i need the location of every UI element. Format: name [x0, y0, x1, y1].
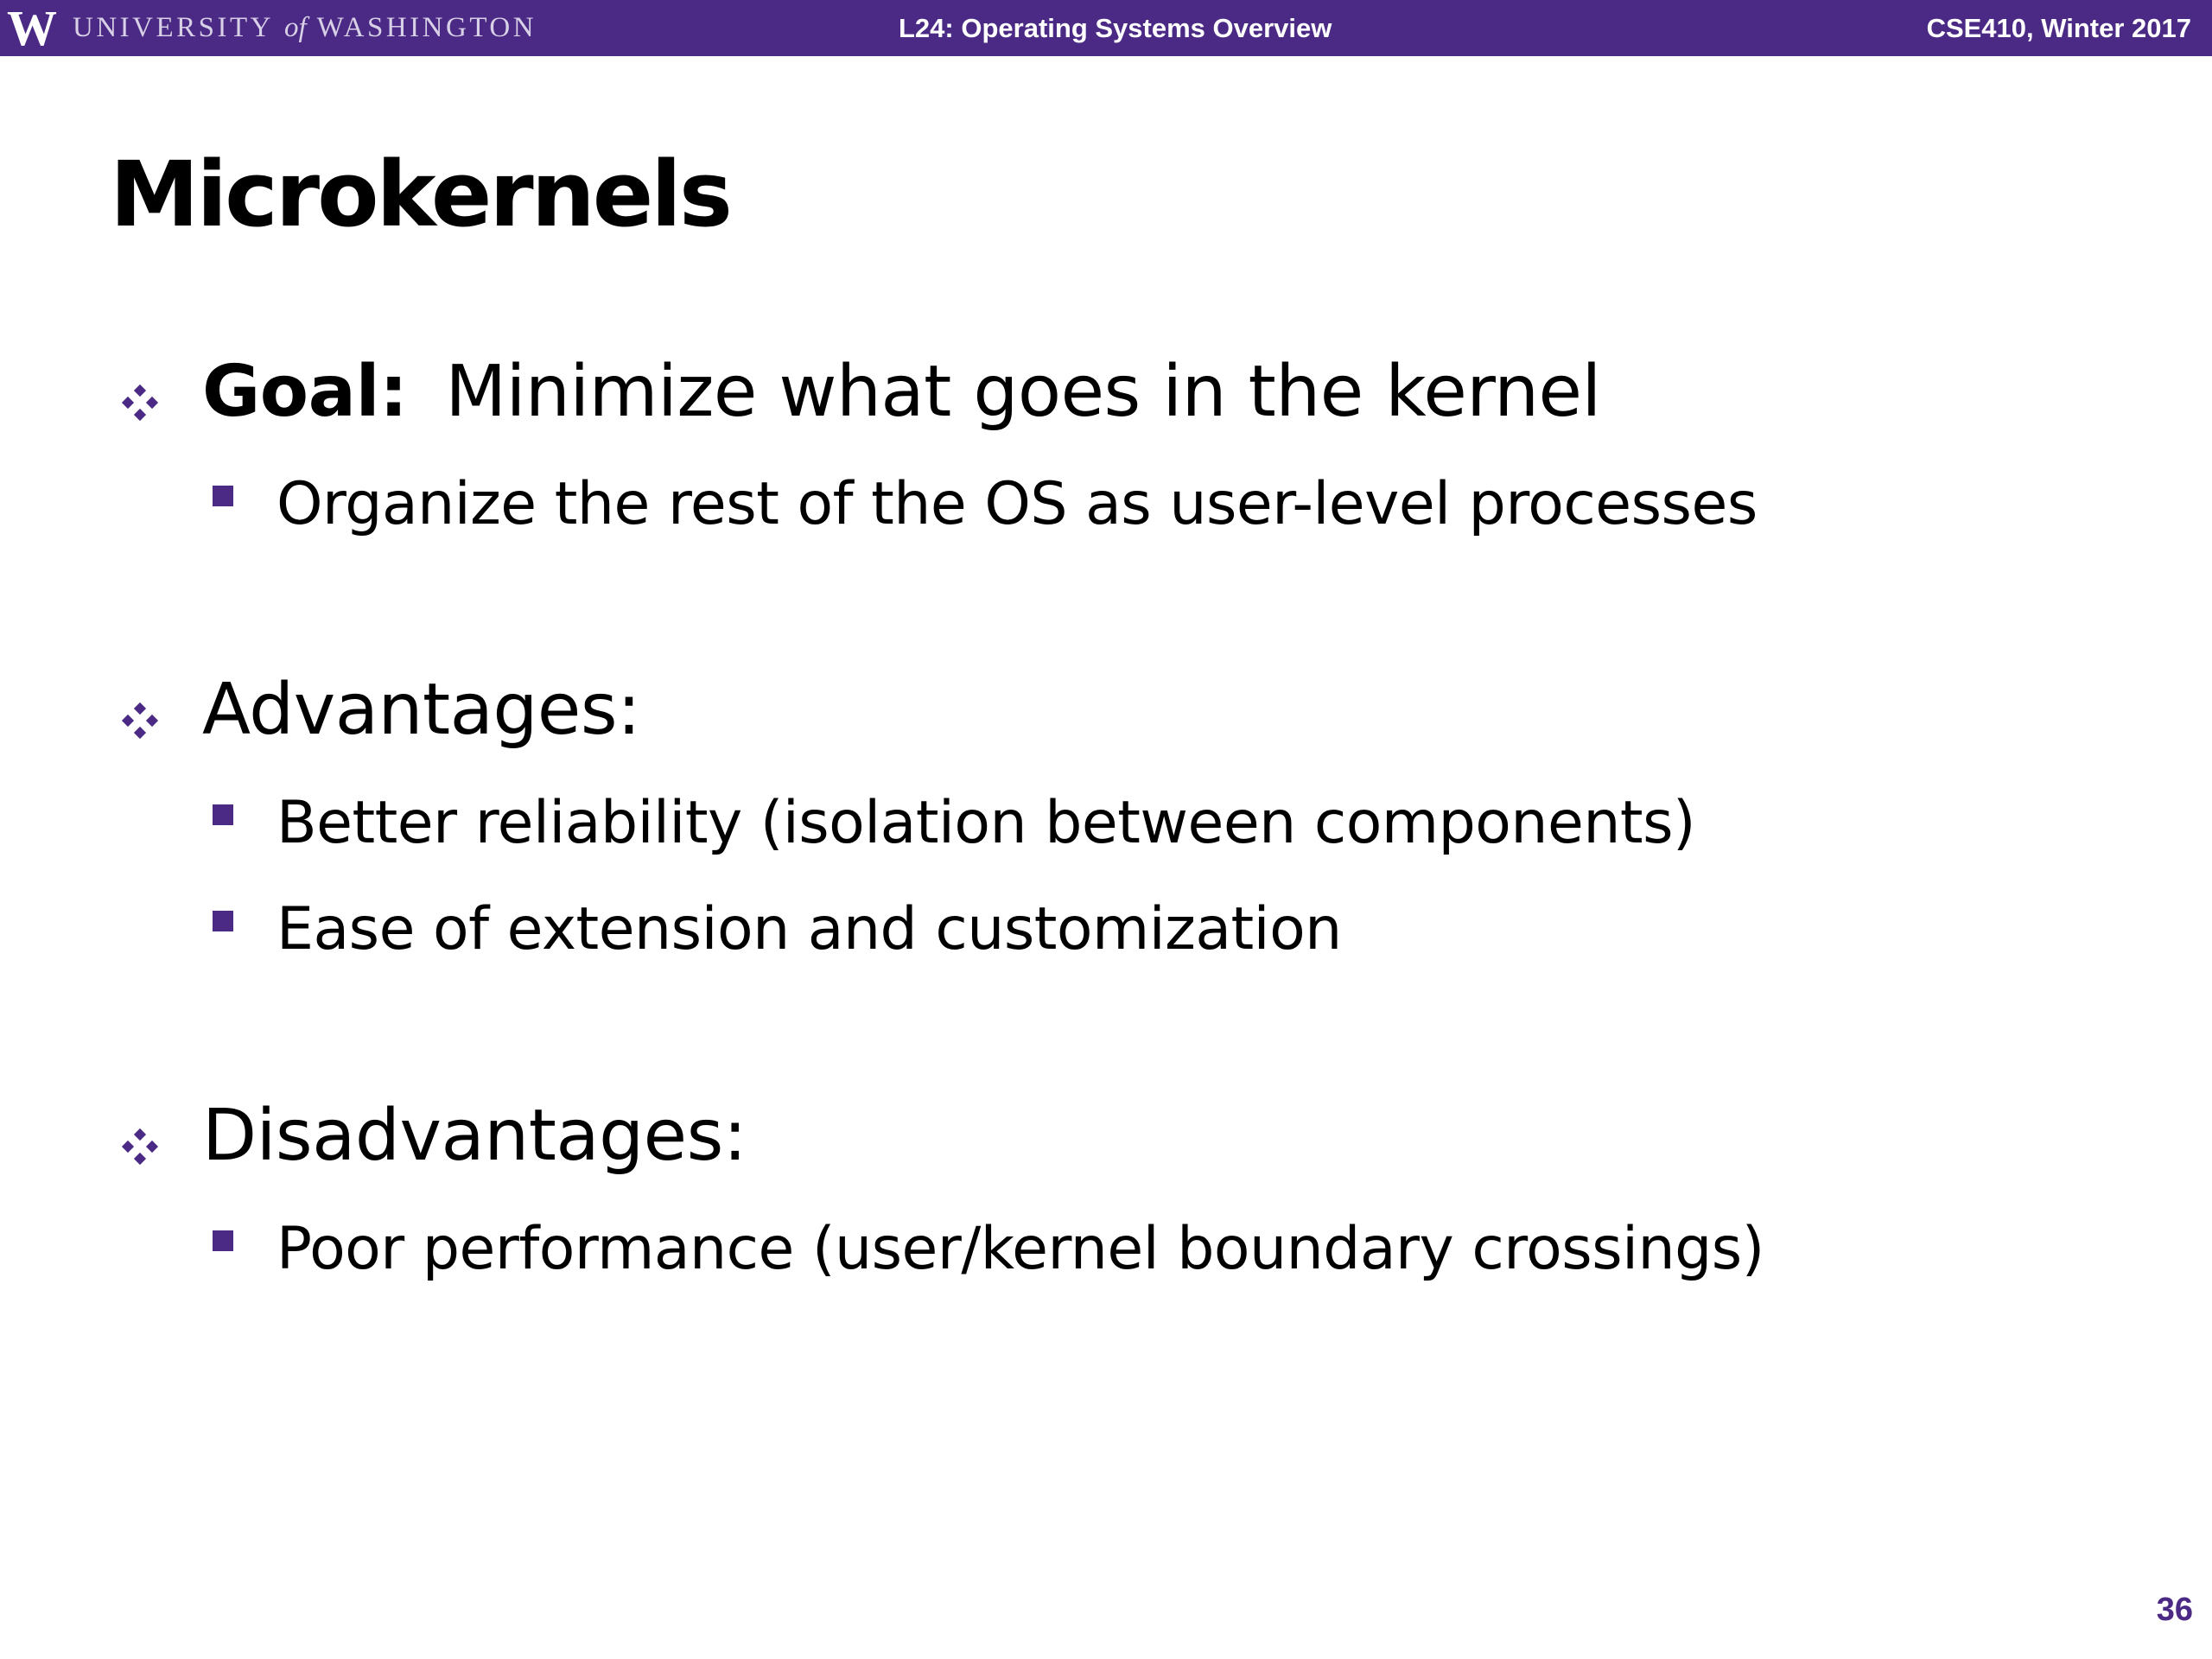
uw-wordmark-part1: UNIVERSITY — [73, 12, 274, 43]
bullet-goal — [121, 350, 1601, 435]
uw-wordmark-part2: WASHINGTON — [316, 12, 537, 43]
sub-bullet-text: Organize the rest of the OS as user-level processes — [276, 470, 1758, 538]
uw-wordmark — [73, 14, 537, 42]
sub-bullet-performance — [213, 1214, 1764, 1285]
uw-wordmark-of: of — [283, 12, 307, 43]
square-bullet-icon — [213, 486, 233, 506]
square-bullet-icon — [213, 911, 233, 931]
four-diamond-bullet-icon — [121, 384, 159, 422]
bullet-advantages — [121, 668, 640, 753]
sub-bullet-text: Better reliability (isolation between components) — [276, 789, 1696, 857]
bullet-advantages-text: Advantages: — [202, 669, 641, 751]
four-diamond-bullet-icon — [121, 702, 159, 740]
bullet-disadvantages-text: Disadvantages: — [202, 1095, 747, 1177]
course-label: CSE410, Winter 2017 — [1926, 12, 2191, 43]
goal-label: Goal: — [202, 351, 408, 433]
slide-title: Microkernels — [110, 142, 730, 247]
uw-w-logo-icon: W — [7, 0, 57, 56]
lecture-title: L24: Operating Systems Overview — [899, 12, 1332, 43]
sub-bullet-organize — [213, 469, 1758, 540]
sub-bullet-text: Poor performance (user/kernel boundary crossings) — [276, 1215, 1764, 1283]
header-bar — [0, 0, 2212, 56]
square-bullet-icon — [213, 804, 233, 825]
sub-bullet-text: Ease of extension and customization — [276, 895, 1342, 963]
page-number: 36 — [2156, 1592, 2193, 1628]
uw-logo — [7, 0, 537, 56]
square-bullet-icon — [213, 1230, 233, 1251]
bullet-disadvantages — [121, 1094, 747, 1179]
goal-text: Minimize what goes in the kernel — [445, 351, 1601, 433]
four-diamond-bullet-icon — [121, 1128, 159, 1166]
bullet-goal-text — [202, 351, 1601, 433]
sub-bullet-reliability — [213, 788, 1695, 859]
sub-bullet-extension — [213, 894, 1342, 965]
